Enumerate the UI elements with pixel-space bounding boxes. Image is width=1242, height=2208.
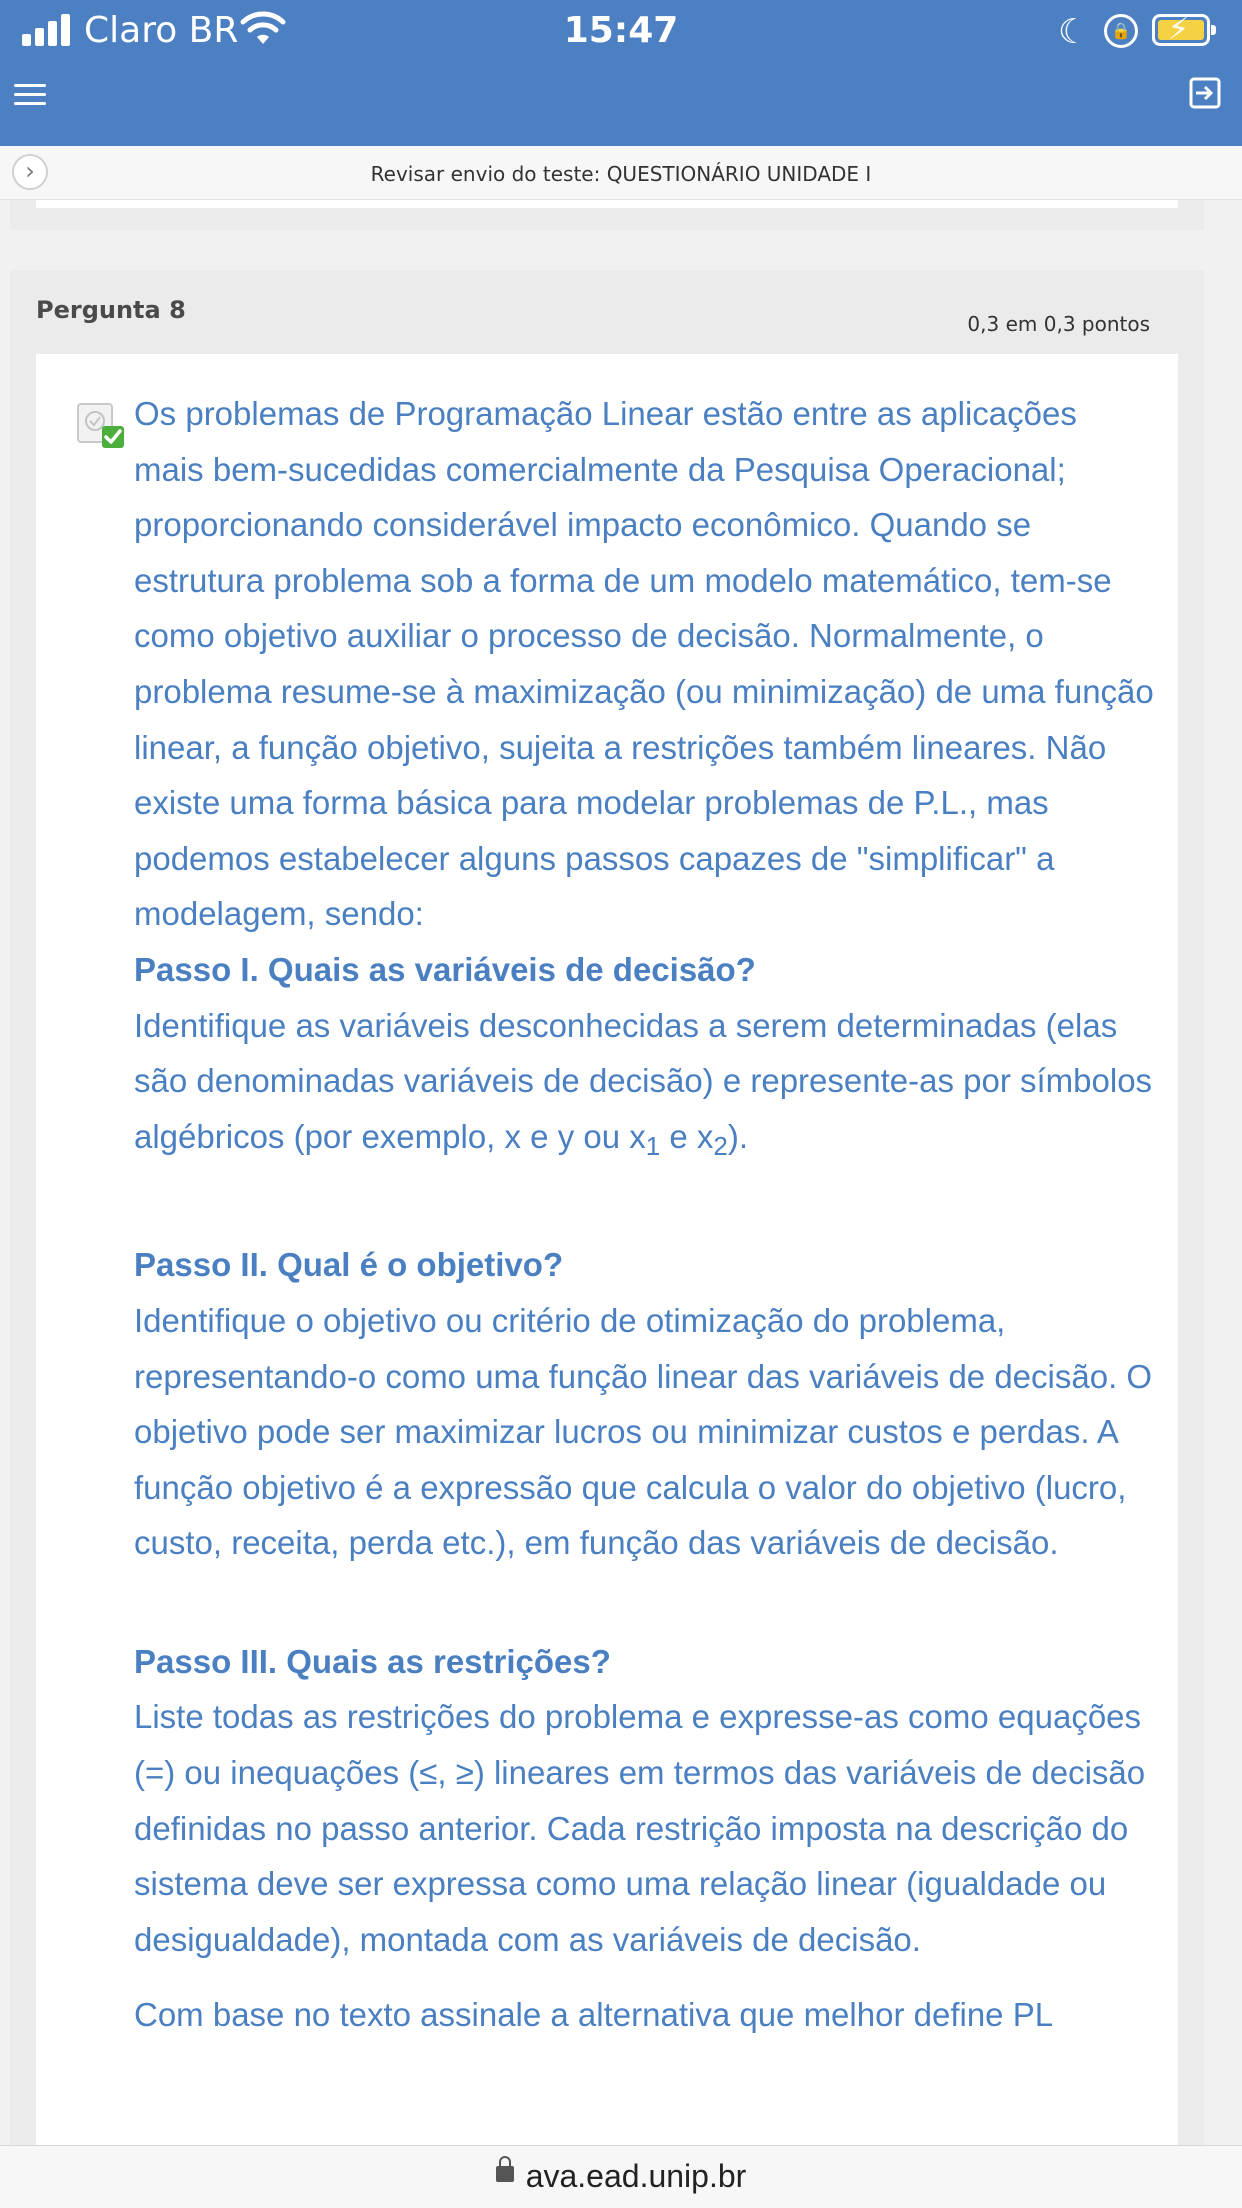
correct-answer-icon [76, 402, 126, 452]
clock: 15:47 [563, 10, 679, 51]
step-3-text: Liste todas as restrições do problema e expresse-as como equações (=) ou inequações (≤, ≥) lineares em termos das variáveis de decisão definidas no passo anterior. Cada restrição imposta na descrição do sistema deve ser expressa como uma relação linear (igualdade ou desigualdade), montada com as variáveis de decisão. [134, 1698, 1146, 1958]
question-intro: Os problemas de Programação Linear estão entre as aplicações mais bem-sucedidas comercialmente da Pesquisa Operacional; proporcionando considerável impacto econômico. Quando se estrutura problema sob a forma de um modelo matemático, tem-se como objetivo auxiliar o processo de decisão. Normalmente, o problema resume-se à maximização (ou minimização) de uma função linear, a função objetivo, sujeita a restrições também lineares. Não existe uma forma básica para modelar problemas de P.L., mas podemos estabelecer alguns passos capazes de "simplificar" a modelagem, sendo: [134, 395, 1154, 933]
page-title: Revisar envio do teste: QUESTIONÁRIO UNIDADE I [370, 162, 872, 186]
status-bar [0, 0, 1242, 62]
menu-icon[interactable] [14, 78, 48, 112]
question-panel [10, 270, 1204, 2208]
question-points: 0,3 em 0,3 pontos [967, 312, 1150, 336]
chevron-right-icon[interactable]: › [12, 154, 48, 190]
browser-url-bar[interactable] [0, 2145, 1242, 2208]
question-card [36, 354, 1178, 2208]
padlock-icon [496, 2166, 514, 2182]
step-2-text: Identifique o objetivo ou critério de otimização do problema, representando-o como uma função linear das variáveis de decisão. O objetivo pode ser maximizar lucros ou minimizar custos e perdas. A função objetivo é a expressão que calcula o valor do objetivo (lucro, custo, receita, perda etc.), em função das variáveis de decisão. [134, 1301, 1153, 1562]
question-text [134, 386, 1154, 2043]
previous-question-panel [10, 200, 1204, 230]
step-3-title: Passo III. Quais as restrições? [134, 1642, 611, 1680]
carrier-name: Claro BR [84, 10, 239, 51]
do-not-disturb-icon: ☾ [1058, 12, 1089, 52]
step-1-title: Passo I. Quais as variáveis de decisão? [134, 950, 756, 988]
battery-icon: ⚡ [1152, 14, 1210, 46]
logout-icon[interactable] [1188, 76, 1222, 110]
question-label: Pergunta 8 [36, 296, 186, 324]
url-text[interactable]: ava.ead.unip.br [525, 2158, 747, 2194]
rotation-lock-icon: 🔒 [1104, 14, 1138, 48]
question-closing: Com base no texto assinale a alternativa que melhor define PL [134, 1996, 1054, 2034]
page-title-bar [0, 146, 1242, 200]
previous-question-card [36, 200, 1178, 208]
step-1-text: Identifique as variáveis desconhecidas a serem determinadas (elas são denominadas variáveis de decisão) e represente-as por símbolos algébricos (por exemplo, x e y ou $x_1$ e $x_2$). [134, 1006, 1153, 1161]
step-2-title: Passo II. Qual é o objetivo? [134, 1246, 564, 1284]
app-bar [0, 62, 1242, 146]
